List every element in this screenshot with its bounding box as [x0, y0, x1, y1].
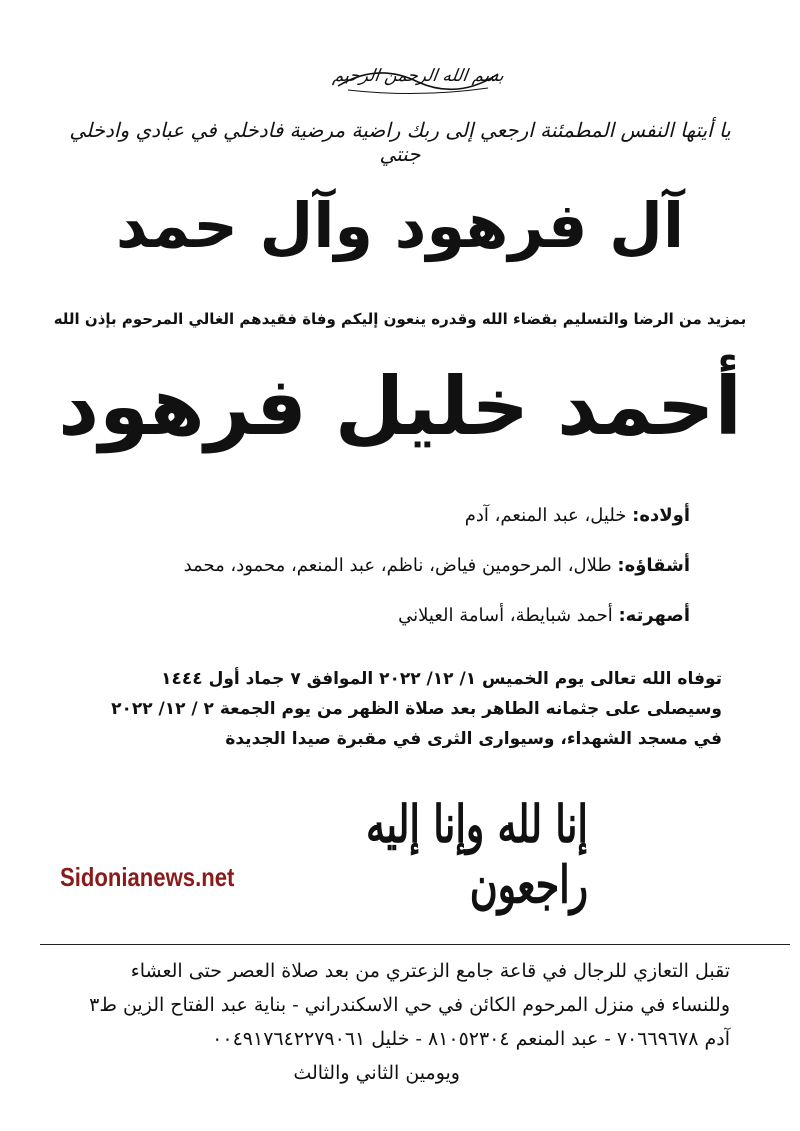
calligraphy-text: إنا لله وإنا إليه راجعون [366, 793, 588, 915]
relatives-label: أشقاؤه: [617, 555, 690, 576]
relatives-value: خليل، عبد المنعم، آدم [464, 505, 627, 526]
death-announcement [68, 664, 722, 754]
announcement-line: وسيصلى على جثمانه الطاهر بعد صلاة الظهر من يوم الجمعة ٢ / ١٢/ ٢٠٢٢ [111, 699, 722, 719]
relatives-row-children [98, 502, 690, 552]
announcement-line: توفاه الله تعالى يوم الخميس ١/ ١٢/ ٢٠٢٢ الموافق ٧ جماد أول ١٤٤٤ [161, 669, 722, 689]
relatives-label: أصهرته: [618, 605, 690, 626]
condolence-line: ويومين الثاني والثالث [293, 1062, 460, 1084]
announcement-line: في مسجد الشهداء، وسيوارى الثرى في مقبرة صيدا الجديدة [225, 729, 722, 749]
intro-text: بمزيد من الرضا والتسليم بقضاء الله وقدره ينعون إليكم وفاة فقيدهم الغالي المرحوم بإذن الله [53, 310, 747, 328]
relatives-list [98, 502, 690, 652]
quran-verse: يا أيتها النفس المطمئنة ارجعي إلى ربك راضية مرضية فادخلي في عبادي وادخلي جنتي [69, 118, 731, 166]
obituary-page [18, 14, 782, 1117]
condolence-calligraphy [258, 793, 588, 915]
condolence-line: وللنساء في منزل المرحوم الكائن في حي الاسكندراني - بناية عبد الفتاح الزين ط٣ [89, 994, 730, 1016]
deceased-name: أحمد خليل فرهود [58, 360, 742, 453]
relatives-value: أحمد شبايطة، أسامة العيلاني [398, 605, 613, 626]
site-watermark: Sidonianews.net [60, 862, 235, 892]
basmala-text: بسم الله الرحمن الرحيم [331, 66, 505, 86]
section-divider [40, 944, 790, 945]
basmala-calligraphy [318, 52, 518, 100]
family-title: آل فرهود وآل حمد [115, 189, 685, 262]
relatives-row-inlaws [98, 602, 690, 652]
relatives-row-siblings [98, 552, 690, 602]
relatives-value: طلال، المرحومين فياض، ناظم، عبد المنعم، محمود، محمد [183, 555, 612, 576]
condolence-line: تقبل التعازي للرجال في قاعة جامع الزعتري من بعد صلاة العصر حتى العشاء [130, 960, 730, 982]
condolence-line: آدم ٧٠٦٦٩٦٧٨ - عبد المنعم ٨١٠٥٢٣٠٤ - خليل ٠٠٤٩١٧٦٤٢٢٧٩٠٦١ [212, 1028, 730, 1050]
relatives-label: أولاده: [632, 505, 690, 526]
condolence-info [48, 954, 730, 1090]
